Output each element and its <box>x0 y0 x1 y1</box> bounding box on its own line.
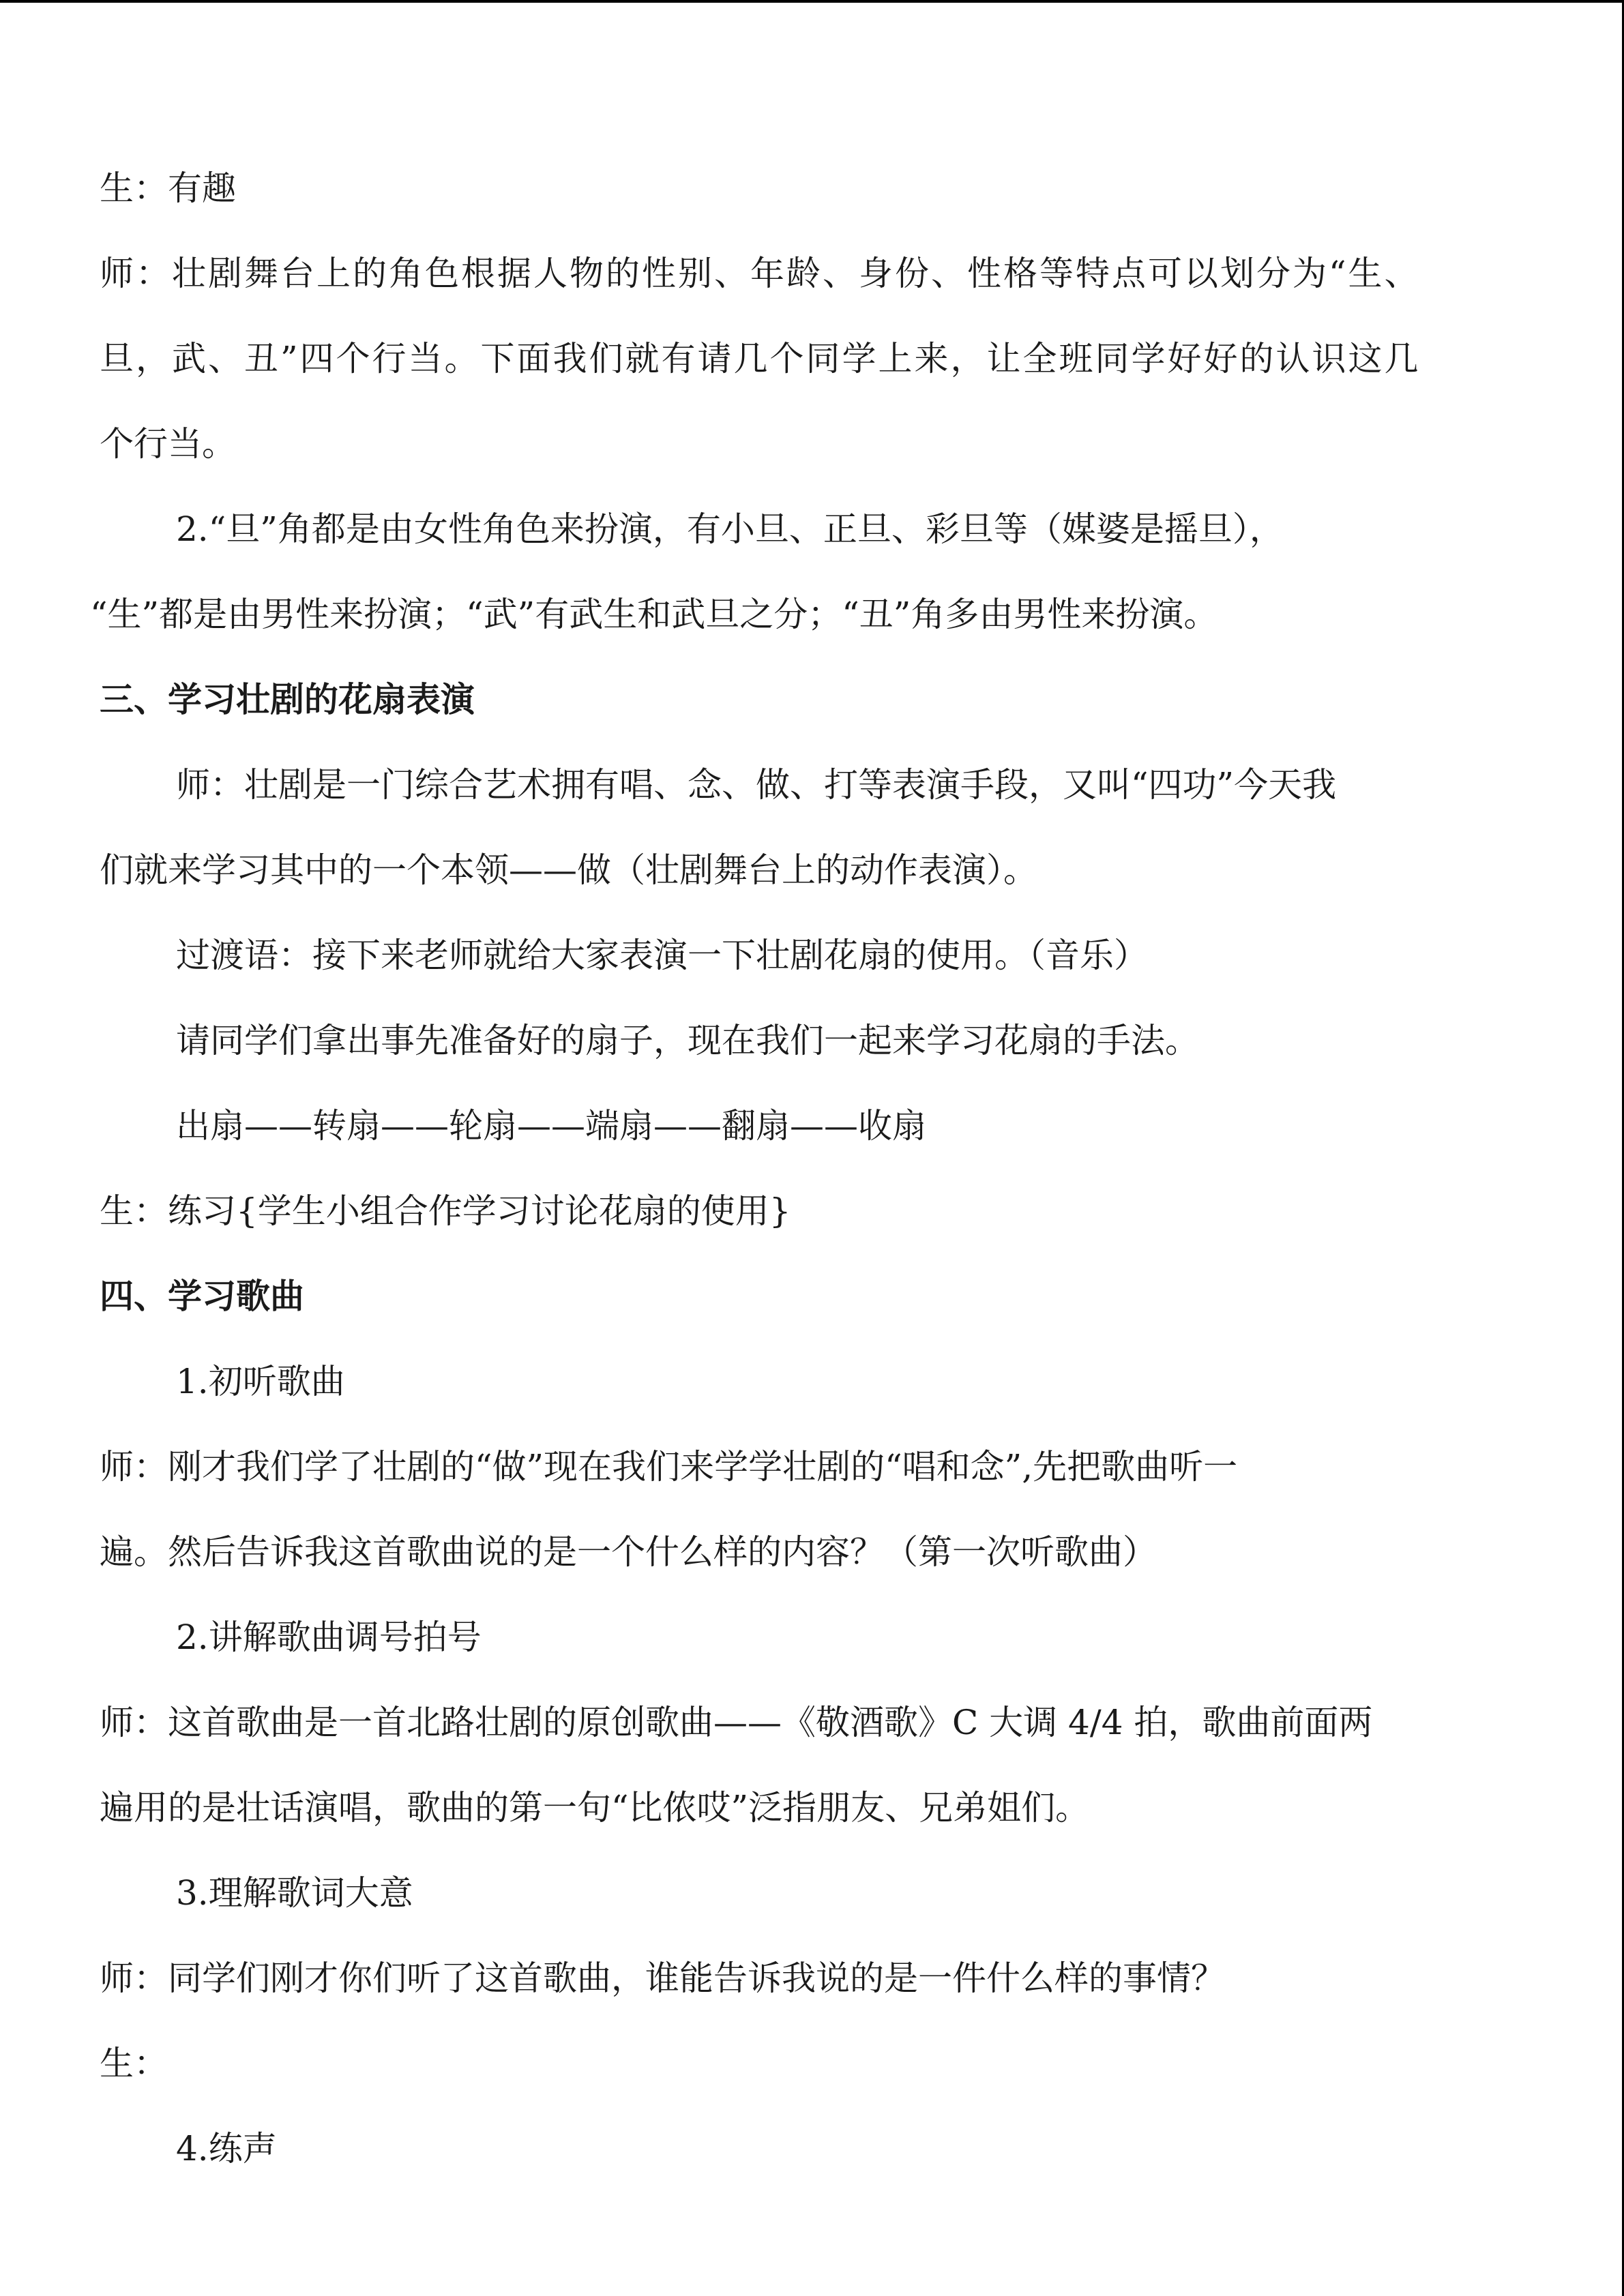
teacher-roles-line-1: 师：壮剧舞台上的角色根据人物的性别、年龄、身份、性格等特点可以划分为“生、 <box>100 254 1421 293</box>
teacher-roles-line-3: 个行当。 <box>100 424 236 464</box>
top-border-line <box>0 0 1624 3</box>
teacher-song-intro-line-1: 师：这首歌曲是一首北路壮剧的原创歌曲——《敬酒歌》C 大调 4/4 拍，歌曲前面两 <box>100 1703 1373 1742</box>
teacher-listen-line-2: 遍。然后告诉我这首歌曲说的是一个什么样的内容？（第一次听歌曲） <box>100 1532 1157 1572</box>
transition-line: 过渡语：接下来老师就给大家表演一下壮剧花扇的使用。（音乐） <box>176 936 1148 975</box>
step-lyrics-meaning: 3.理解歌词大意 <box>176 1873 413 1913</box>
dan-role-line-2: “生”都是由男性来扮演；“武”有武生和武旦之分；“丑”角多由男性来扮演。 <box>90 595 1218 634</box>
teacher-song-intro-line-2: 遍用的是壮话演唱，歌曲的第一句“比侬哎”泛指朋友、兄弟姐们。 <box>100 1788 1090 1828</box>
student-answer-line: 生： <box>100 2044 168 2083</box>
teacher-question-line: 师：同学们刚才你们听了这首歌曲，谁能告诉我说的是一件什么样的事情？ <box>100 1958 1225 1998</box>
dan-role-line-1: 2.“旦”角都是由女性角色来扮演，有小旦、正旦、彩旦等（媒婆是摇旦）， <box>176 509 1284 549</box>
step-key-signature: 2.讲解歌曲调号拍号 <box>176 1617 482 1657</box>
teacher-four-skills-line-2: 们就来学习其中的一个本领——做（壮剧舞台上的动作表演）。 <box>100 850 1037 890</box>
fan-instruction-line: 请同学们拿出事先准备好的扇子，现在我们一起来学习花扇的手法。 <box>176 1021 1199 1060</box>
section-heading-fan-performance: 三、学习壮剧的花扇表演 <box>100 680 475 719</box>
section-heading-learn-song: 四、学习歌曲 <box>100 1277 304 1316</box>
teacher-four-skills-line-1: 师：壮剧是一门综合艺术拥有唱、念、做、打等表演手段，又叫“四功”今天我 <box>176 765 1337 805</box>
step-vocal-practice: 4.练声 <box>176 2129 277 2168</box>
fan-steps-line: 出扇——转扇——轮扇——端扇——翻扇——收扇 <box>176 1106 926 1146</box>
teacher-listen-line-1: 师：刚才我们学了壮剧的“做”现在我们来学学壮剧的“唱和念”,先把歌曲听一 <box>100 1447 1238 1487</box>
student-reply-line: 生：有趣 <box>100 168 236 208</box>
step-first-listen: 1.初听歌曲 <box>176 1362 345 1401</box>
student-practice-line: 生：练习{学生小组合作学习讨论花扇的使用} <box>100 1191 791 1231</box>
teacher-roles-line-2: 旦，武、丑”四个行当。下面我们就有请几个同学上来，让全班同学好好的认识这几 <box>100 339 1421 378</box>
document-page <box>90 146 1525 2192</box>
